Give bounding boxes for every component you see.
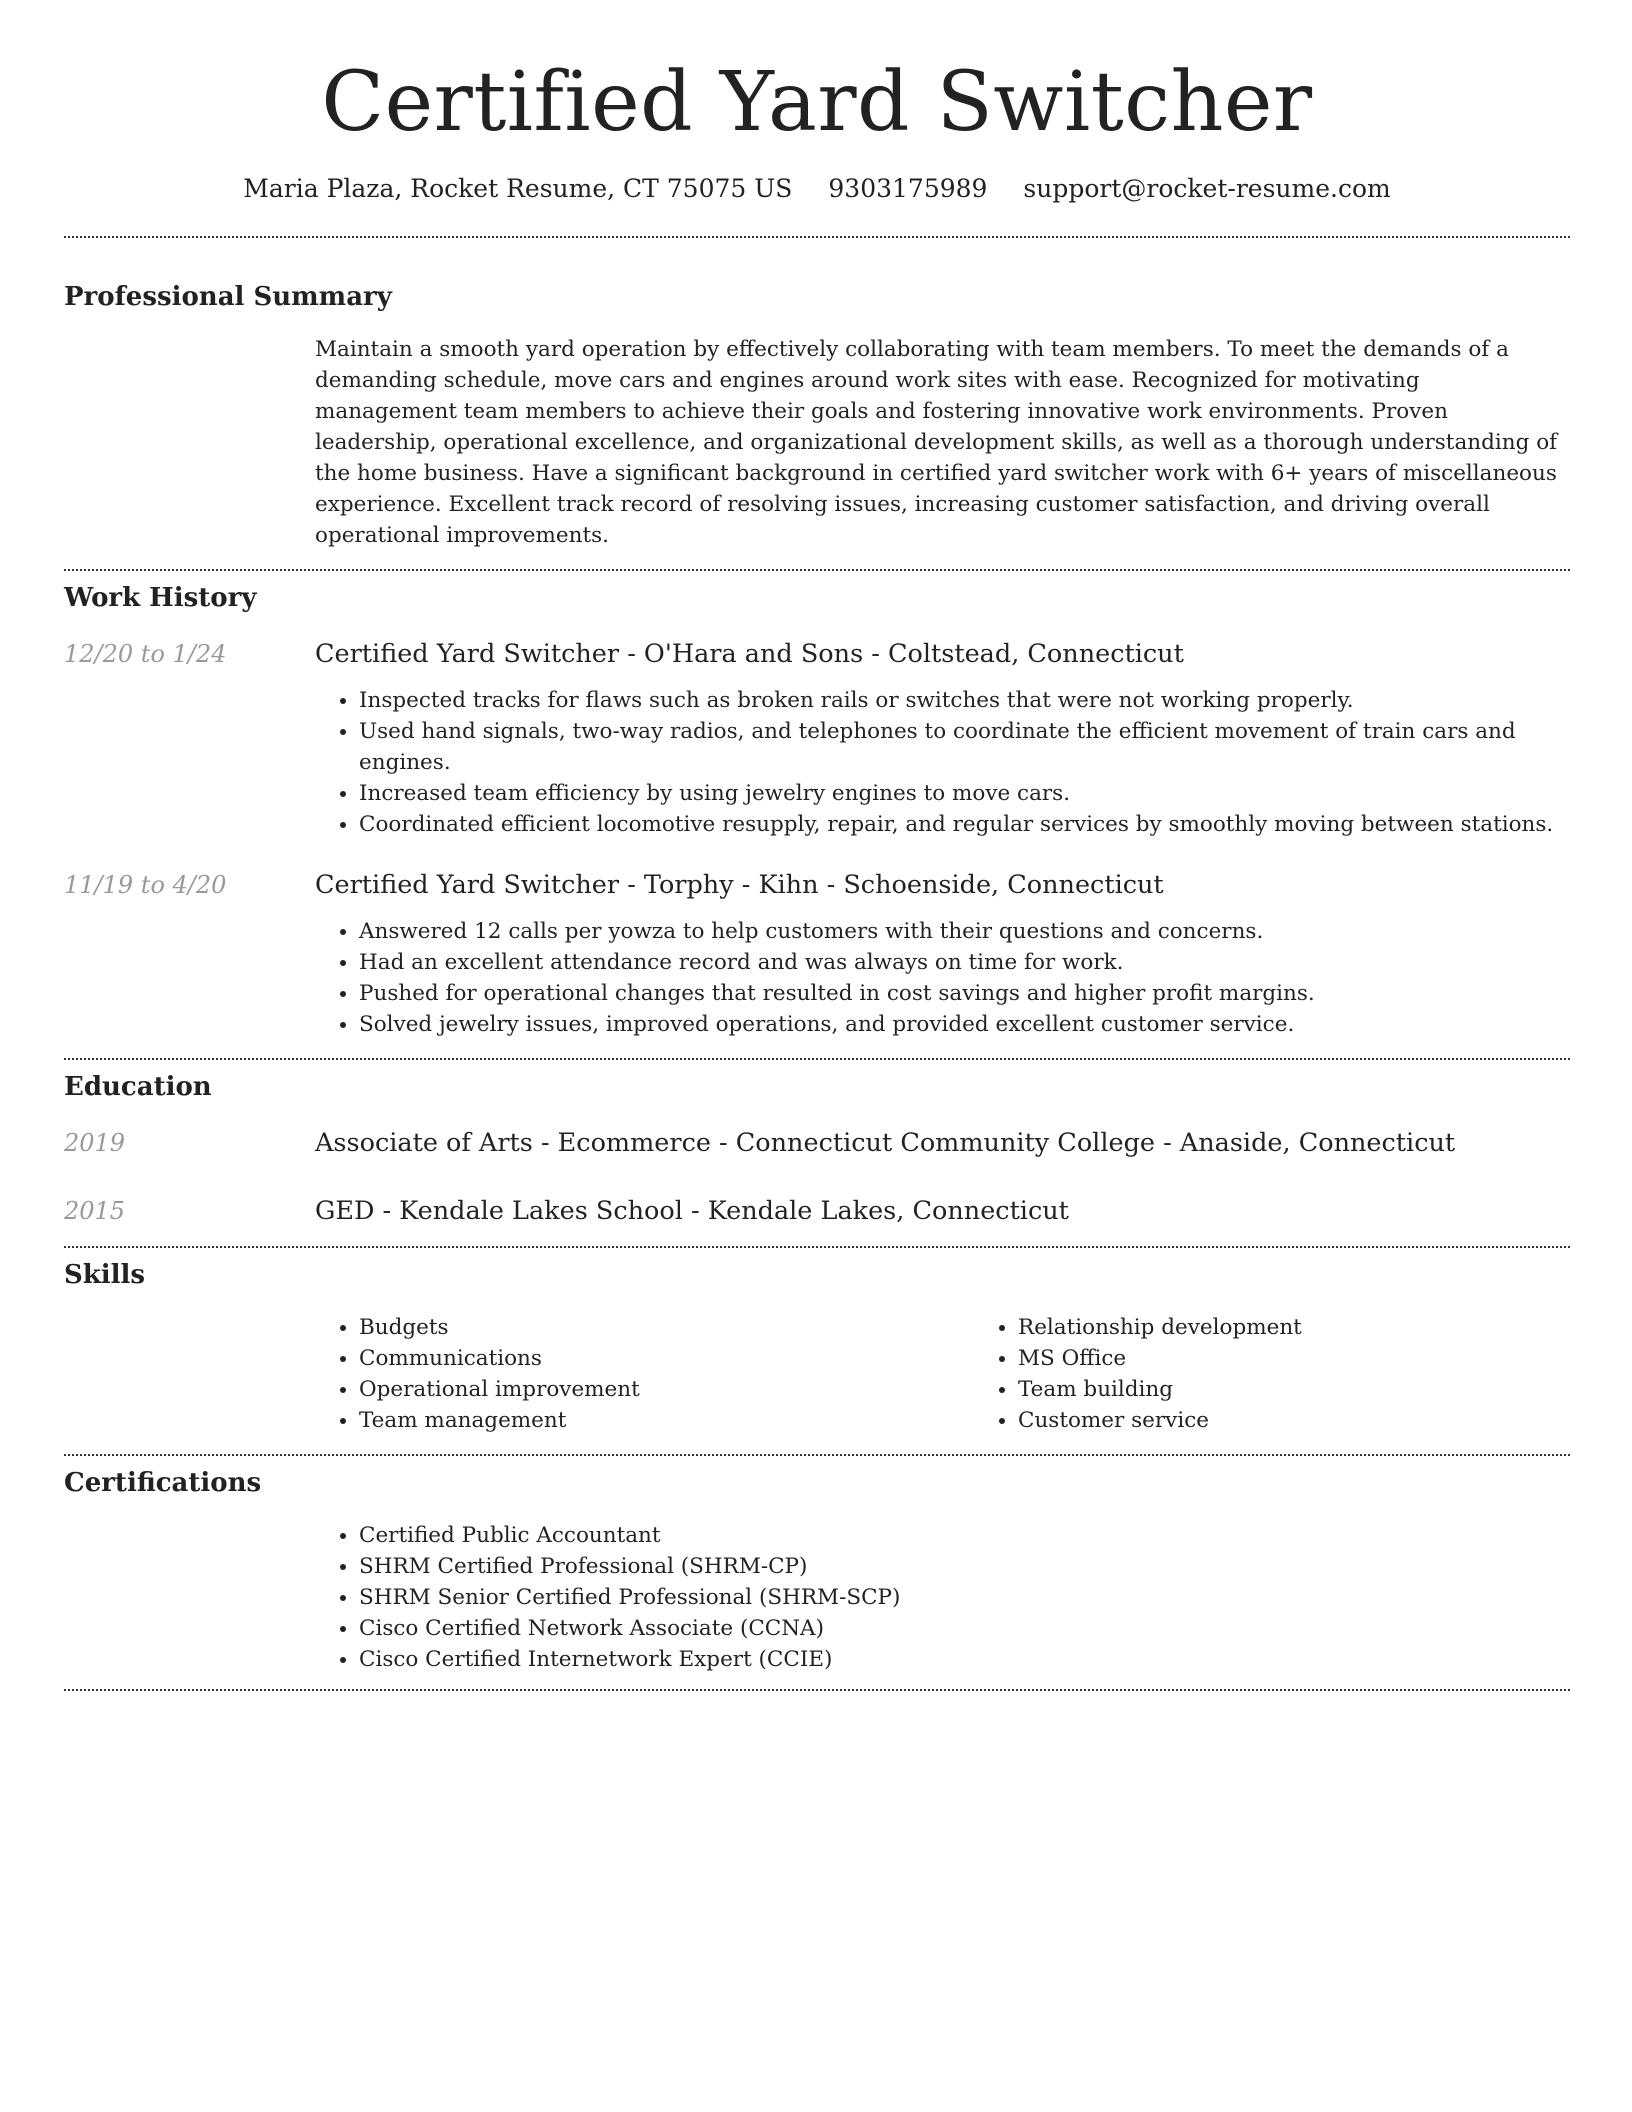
contact-line — [64, 172, 1570, 206]
job-entry — [64, 868, 1570, 1040]
skill-item: • Operational improvement — [359, 1374, 974, 1405]
summary-text: Maintain a smooth yard operation by effectively collaborating with team members. To meet the demands of a demanding schedule, move cars and engines around work sites with ease. Recognized for motivating management team members to achieve their goals and fostering innovative work environments. Proven leadership, operational excellence, and organizational development skills, as well as a thorough understanding of the home business. Have a significant background in certified yard switcher work with 6+ years of miscellaneous experience. Excellent track record of resolving issues, increasing customer satisfaction, and driving overall operational improvements. — [315, 337, 1558, 548]
job-bullet: • Solved jewelry issues, improved operations, and provided excellent customer service. — [359, 1009, 1570, 1040]
resume-name: Certified Yard Switcher — [321, 55, 1313, 150]
certification-item: • Cisco Certified Internetwork Expert (CCIE) — [359, 1644, 1570, 1675]
skill-item: • Budgets — [359, 1312, 974, 1343]
divider — [64, 236, 1570, 238]
summary-section-title: Professional Summary — [64, 282, 392, 312]
education-year: 2019 — [64, 1129, 126, 1157]
divider — [64, 569, 1570, 571]
education-heading: Associate of Arts - Ecommerce - Connecticut Community College - Anaside, Connecticut — [315, 1128, 1456, 1158]
job-bullet: • Had an excellent attendance record and was always on time for work. — [359, 947, 1570, 978]
contact-email: support@rocket-resume.com — [1023, 174, 1391, 203]
skills-section-title: Skills — [64, 1260, 146, 1290]
skills-column — [974, 1312, 1632, 1436]
contact-address: Maria Plaza, Rocket Resume, CT 75075 US — [243, 174, 793, 203]
skill-item: • Communications — [359, 1343, 974, 1374]
education-section-title: Education — [64, 1072, 212, 1102]
job-dates: 12/20 to 1/24 — [64, 640, 227, 668]
certification-item: • Cisco Certified Network Associate (CCNA) — [359, 1613, 1570, 1644]
contact-phone: 9303175989 — [828, 174, 988, 203]
skill-item: • Relationship development — [1018, 1312, 1632, 1343]
skill-item: • Team building — [1018, 1374, 1632, 1405]
job-bullet: • Inspected tracks for flaws such as broken rails or switches that were not working properly. — [359, 685, 1570, 716]
certification-item: • SHRM Certified Professional (SHRM-CP) — [359, 1551, 1570, 1582]
job-bullet: • Increased team efficiency by using jewelry engines to move cars. — [359, 778, 1570, 809]
skills-column — [315, 1312, 974, 1436]
education-entry — [64, 1126, 1570, 1160]
education-heading: GED - Kendale Lakes School - Kendale Lakes, Connecticut — [315, 1196, 1069, 1226]
job-bullets — [315, 685, 1570, 840]
job-bullets — [315, 916, 1570, 1040]
certification-item: • SHRM Senior Certified Professional (SHRM-SCP) — [359, 1582, 1570, 1613]
certification-item: • Certified Public Accountant — [359, 1520, 1570, 1551]
job-heading: Certified Yard Switcher - Torphy - Kihn - Schoenside, Connecticut — [315, 870, 1164, 900]
divider — [64, 1689, 1570, 1691]
job-entry — [64, 637, 1570, 840]
job-dates: 11/19 to 4/20 — [64, 871, 227, 899]
job-bullet: • Pushed for operational changes that resulted in cost savings and higher profit margins. — [359, 978, 1570, 1009]
job-bullet: • Coordinated efficient locomotive resupply, repair, and regular services by smoothly moving between stations. — [359, 809, 1570, 840]
skill-item: • Team management — [359, 1405, 974, 1436]
resume-page — [64, 0, 1570, 1691]
certifications-section-title: Certifications — [64, 1468, 262, 1498]
work-section-title: Work History — [64, 583, 257, 613]
job-bullet: • Used hand signals, two-way radios, and telephones to coordinate the efficient movement of train cars and engines. — [359, 716, 1570, 778]
education-entry — [64, 1194, 1570, 1228]
skill-item: • MS Office — [1018, 1343, 1632, 1374]
skill-item: • Customer service — [1018, 1405, 1632, 1436]
job-bullet: • Answered 12 calls per yowza to help customers with their questions and concerns. — [359, 916, 1570, 947]
divider — [64, 1058, 1570, 1060]
certifications-list — [315, 1520, 1570, 1675]
divider — [64, 1454, 1570, 1456]
skills-grid — [315, 1312, 1570, 1436]
job-heading: Certified Yard Switcher - O'Hara and Sons - Coltstead, Connecticut — [315, 639, 1184, 669]
divider — [64, 1246, 1570, 1248]
education-year: 2015 — [64, 1197, 126, 1225]
